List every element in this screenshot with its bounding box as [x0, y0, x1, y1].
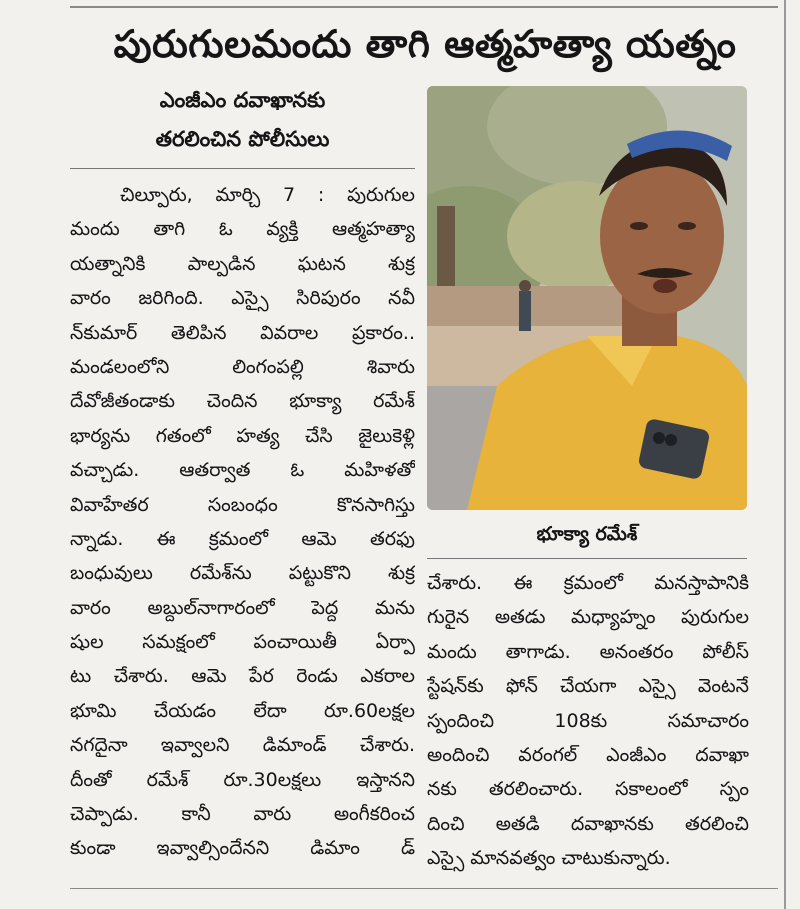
article-line: వారం అబ్దుల్‌నాగారంలో పెద్ద మను [70, 596, 415, 619]
article-line: దేవోజీతండాకు చెందిన భూక్యా రమేశ్ [70, 390, 415, 413]
bottom-rule [70, 888, 778, 889]
article-line: నగదైనా ఇవ్వాలని డిమాండ్ చేశారు. [70, 734, 415, 757]
article-line: వచ్చాడు. ఆతర్వాత ఓ మహిళతో [70, 459, 415, 482]
article-line: మండలంలోని లింగంపల్లి శివారు [70, 355, 415, 378]
article-line: వారం జరిగింది. ఎస్సై సిరిపురం నవీ [70, 287, 415, 310]
subheadline-line-2: తరలించిన పోలీసులు [155, 127, 330, 151]
subheadline-line-1: ఎంజీఎం దవాఖానకు [159, 88, 326, 112]
article-line: న్నాడు. ఈ క్రమంలో ఆమె తరఫు [70, 527, 415, 550]
photo-caption: భూక్యా రమేశ్ [536, 523, 638, 545]
article-line: దీంతో రమేశ్ రూ.30లక్షలు ఇస్తానని [70, 768, 415, 791]
article-line: చేశారు. ఈ క్రమంలో మనస్తాపానికి [427, 572, 749, 594]
article-column-right [427, 566, 749, 876]
article-line: చెప్పాడు. కానీ వారు అంగీకరించ [70, 803, 415, 826]
top-rule [70, 6, 778, 8]
article-line: స్పందించి 108కు సమాచారం [427, 709, 749, 732]
article-line: భూమి చేయడం లేదా రూ.60లక్షల [70, 699, 415, 722]
article-line: దించి అతడి దవాఖానకు తరలించి [427, 812, 749, 835]
article-line: షుల సమక్షంలో పంచాయితీ ఏర్పా [70, 631, 415, 654]
article-line: కుండా ఇవ్వాల్సిందేనని డిమాం డ్ [70, 837, 415, 860]
headline: పురుగులమందు తాగి ఆత్మహత్యా యత్నం [113, 22, 737, 66]
page-edge-rule [784, 0, 786, 909]
article-line: వివాహేతర సంబంధం కొనసాగిస్తు [70, 493, 415, 516]
article-line: యత్నానికి పాల్పడిన ఘటన శుక్ర [70, 252, 415, 275]
article-line: చిల్పూరు, మార్చి 7 : పురుగుల [120, 184, 415, 206]
subheadline-rule [70, 168, 415, 169]
article-line: నకు తరలించారు. సకాలంలో స్పం [427, 778, 749, 801]
article-line: బంధువులు రమేశ్‌ను పట్టుకొని శుక్ర [70, 562, 415, 585]
article-line: అందించి వరంగల్ ఎంజీఎం దవాఖా [427, 743, 749, 766]
article-line: టు చేశారు. ఆమె పేర రెండు ఎకరాల [70, 665, 415, 688]
article-column-left [70, 178, 415, 866]
man-portrait-photo [427, 86, 747, 510]
article-line: న్‌కుమార్ తెలిపిన వివరాల ప్రకారం.. [70, 321, 415, 344]
caption-rule [427, 558, 747, 559]
article-line: స్టేషన్‌కు ఫోన్ చేయగా ఎస్సై వెంటనే [427, 675, 749, 698]
article-line: మందు తాగి ఓ వ్యక్తి ఆత్మహత్యా [70, 218, 415, 241]
article-line: గురైన అతడు మధ్యాహ్నం పురుగుల [427, 606, 749, 629]
article-line: భార్యను గతంలో హత్య చేసి జైలుకెళ్లి [70, 424, 415, 447]
article-line: ఎస్సై మానవత్వం చాటుకున్నారు. [427, 847, 671, 870]
article-line: మందు తాగాడు. అనంతరం పోలీస్ [427, 640, 749, 663]
